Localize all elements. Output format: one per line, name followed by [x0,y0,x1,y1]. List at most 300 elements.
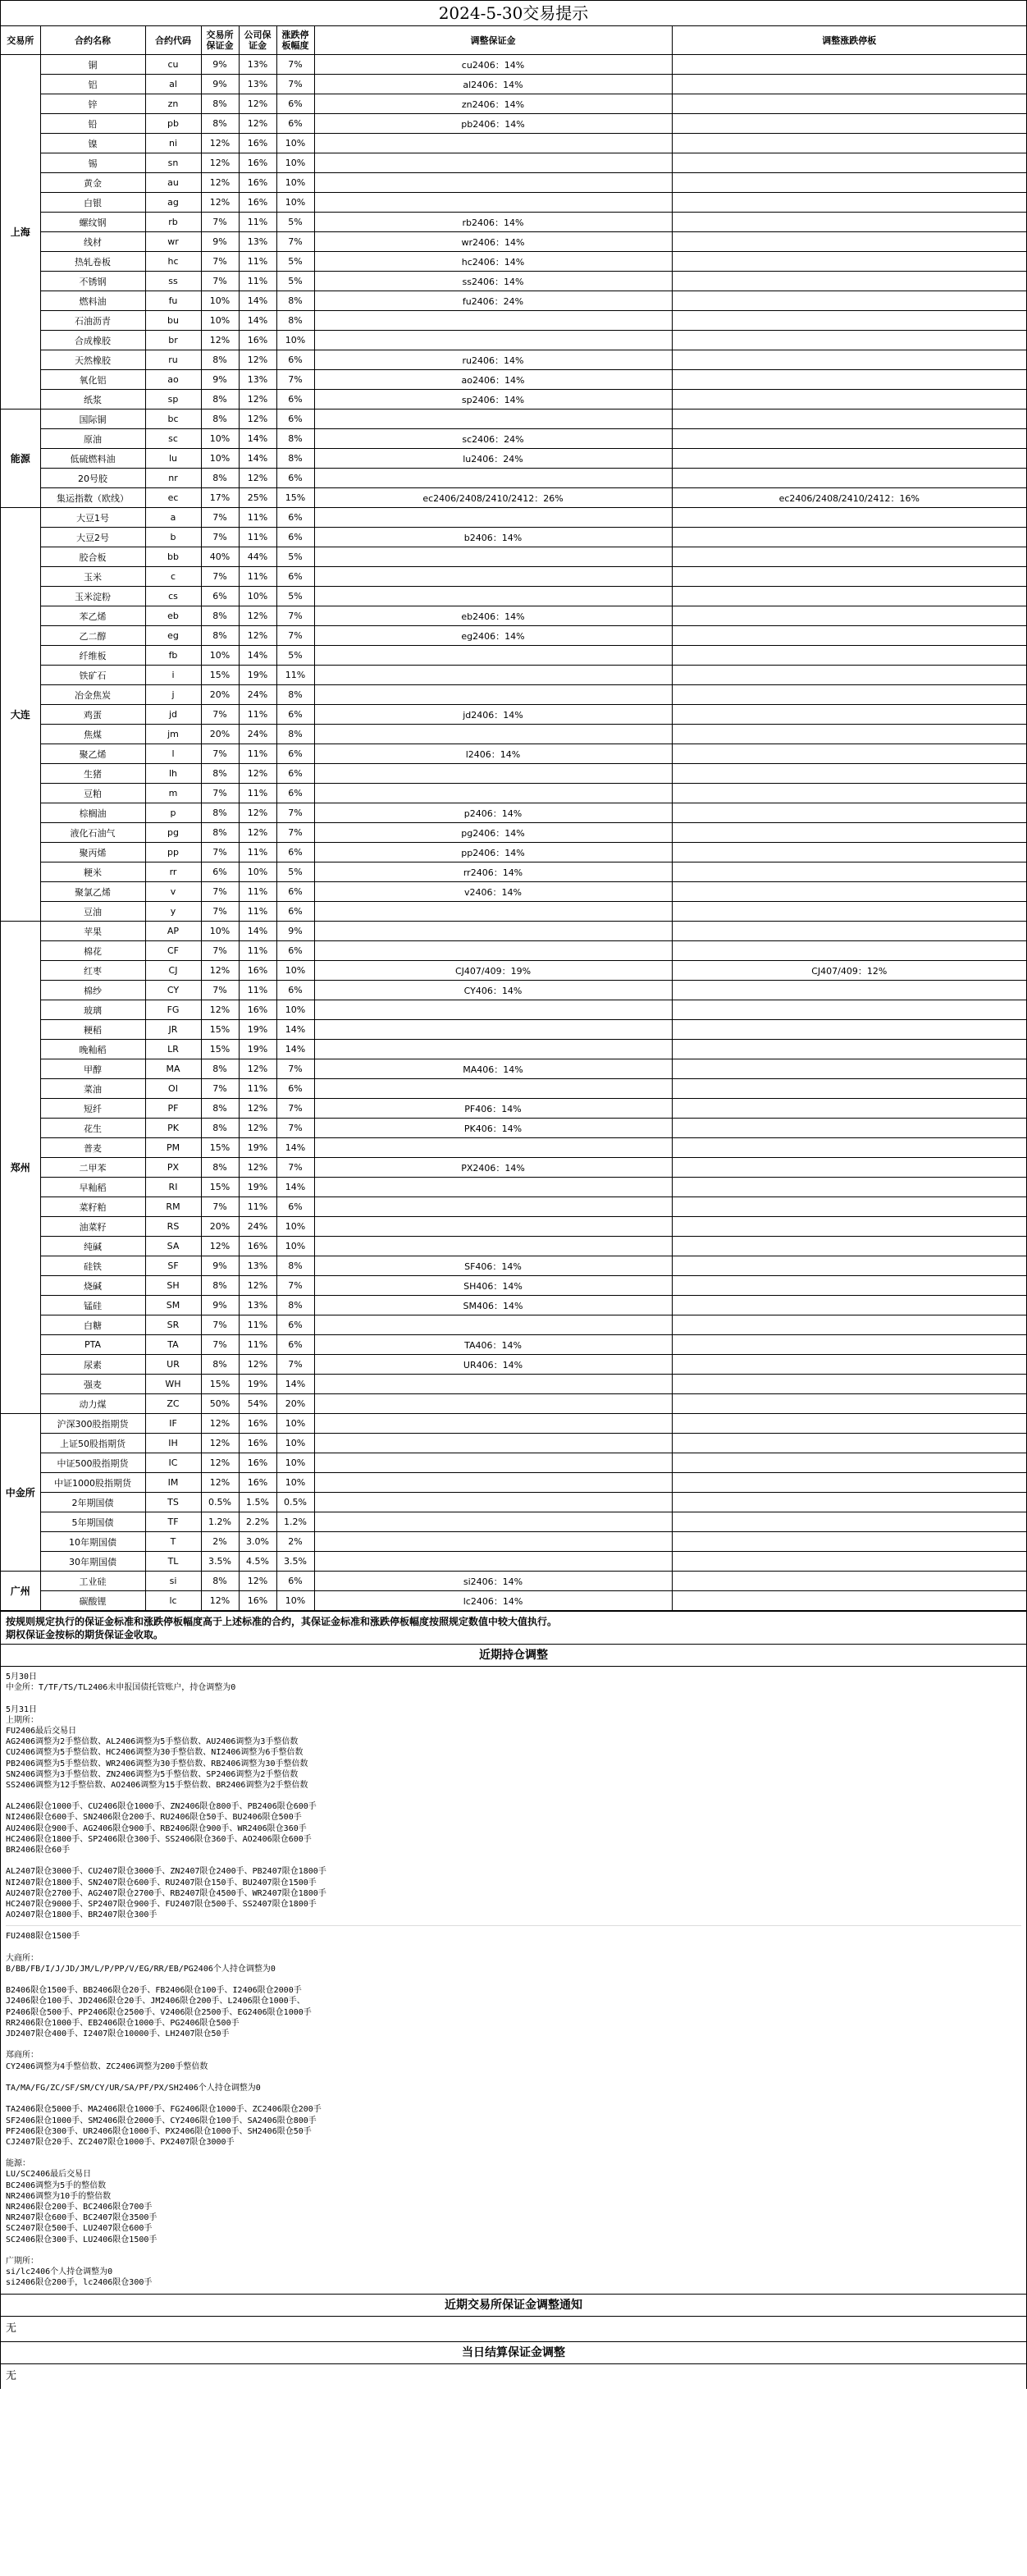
position-line: CY2406调整为4手整倍数、ZC2406调整为200手整倍数 [6,2061,208,2071]
exchange-cell: 大连 [1,508,40,922]
contract-name-cell: 大豆2号 [40,528,145,547]
exchange-margin-cell: 12% [201,331,239,350]
contract-name-cell: 早籼稻 [40,1178,145,1197]
adjusted-limit-cell [672,882,1026,902]
table-row [1,350,1026,370]
adjusted-margin-cell [314,508,672,528]
position-line: CU2406调整为5手整倍数、HC2406调整为30手整倍数、NI2406调整为6手整倍数 [6,1748,304,1758]
table-header-row [1,26,1026,55]
adjusted-limit-cell [672,1256,1026,1276]
exchange-cell: 能源 [1,410,40,508]
company-margin-cell: 16% [239,153,276,173]
contract-code-cell: br [145,331,201,350]
adjusted-margin-cell [314,410,672,429]
exchange-margin-cell: 7% [201,744,239,764]
position-line: FU2406最后交易日 [6,1726,77,1736]
exchange-margin-cell: 10% [201,291,239,311]
exchange-margin-cell: 8% [201,94,239,114]
position-line [6,1855,1021,1866]
adjusted-limit-cell [672,922,1026,941]
contract-code-cell: lh [145,764,201,784]
company-margin-cell: 16% [239,331,276,350]
contract-code-cell: SA [145,1237,201,1256]
rule-note-line: 期权保证金按标的期货保证金收取。 [6,1629,164,1640]
contract-name-cell: 棉花 [40,941,145,961]
contract-name-cell: 30年期国债 [40,1552,145,1572]
exchange-margin-cell: 7% [201,213,239,232]
limit-range-cell: 6% [276,705,314,725]
adjusted-limit-cell [672,803,1026,823]
position-line [6,1974,1021,1985]
company-margin-cell: 44% [239,547,276,567]
limit-range-cell: 10% [276,1217,314,1237]
adjusted-margin-cell: hc2406：14% [314,252,672,272]
adjusted-margin-cell [314,646,672,666]
table-row [1,1099,1026,1119]
company-margin-cell: 11% [239,784,276,803]
limit-range-cell: 9% [276,922,314,941]
limit-range-cell: 6% [276,882,314,902]
limit-range-cell: 7% [276,1099,314,1119]
table-row [1,744,1026,764]
page-title: 2024-5-30交易提示 [1,1,1026,26]
table-row [1,291,1026,311]
adjusted-limit-cell [672,1276,1026,1296]
contract-name-cell: 锌 [40,94,145,114]
adjusted-limit-cell [672,311,1026,331]
company-margin-cell: 13% [239,55,276,75]
exchange-margin-cell: 10% [201,311,239,331]
company-margin-cell: 24% [239,1217,276,1237]
position-section-title: 近期持仓调整 [1,1644,1026,1667]
contract-name-cell: 普麦 [40,1138,145,1158]
position-line: 广期所： [6,2256,39,2266]
adjusted-limit-cell [672,55,1026,75]
limit-range-cell: 8% [276,429,314,449]
adjusted-margin-cell: rb2406：14% [314,213,672,232]
adjusted-limit-cell [672,666,1026,685]
table-row [1,1375,1026,1394]
adjusted-margin-cell: CJ407/409：19% [314,961,672,981]
position-line: RR2406限仓1000手、EB2406限仓1000手、PG2406限仓500手 [6,2018,240,2028]
exchange-margin-cell: 7% [201,567,239,587]
exchange-margin-cell: 17% [201,488,239,508]
exchange-margin-cell: 8% [201,803,239,823]
limit-range-cell: 6% [276,744,314,764]
contract-code-cell: ec [145,488,201,508]
position-line: AL2407限仓3000手、CU2407限仓3000手、ZN2407限仓2400手、PB2407限仓1800手 [6,1867,326,1877]
header-adjusted-limit: 调整涨跌停板 [672,26,1026,55]
adjusted-limit-cell [672,1217,1026,1237]
contract-name-cell: 豆油 [40,902,145,922]
limit-range-cell: 7% [276,606,314,626]
company-margin-cell: 54% [239,1394,276,1414]
header-adjusted-margin: 调整保证金 [314,26,672,55]
adjusted-margin-cell [314,902,672,922]
adjusted-margin-cell [314,193,672,213]
company-margin-cell: 14% [239,646,276,666]
contract-code-cell: i [145,666,201,685]
exchange-margin-cell: 8% [201,1119,239,1138]
contract-code-cell: sc [145,429,201,449]
table-row [1,803,1026,823]
company-margin-cell: 12% [239,114,276,134]
limit-range-cell: 6% [276,1335,314,1355]
adjusted-limit-cell [672,1335,1026,1355]
adjusted-limit-cell [672,725,1026,744]
position-line: NI2407限仓1800手、SN2407限仓600手、RU2407限仓150手、BU2407限仓1500手 [6,1878,317,1887]
contract-name-cell: 铝 [40,75,145,94]
exchange-margin-cell: 7% [201,705,239,725]
contract-code-cell: WH [145,1375,201,1394]
position-line: BR2406限仓60手 [6,1846,71,1855]
table-row [1,1591,1026,1611]
contract-name-cell: 低硫燃料油 [40,449,145,469]
exchange-margin-cell: 9% [201,370,239,390]
table-row [1,685,1026,705]
header-contract-code: 合约代码 [145,26,201,55]
contract-code-cell: TL [145,1552,201,1572]
contract-code-cell: rr [145,862,201,882]
limit-range-cell: 8% [276,311,314,331]
table-row [1,1355,1026,1375]
company-margin-cell: 16% [239,1591,276,1611]
adjusted-limit-cell [672,1315,1026,1335]
table-row [1,1197,1026,1217]
table-row [1,311,1026,331]
limit-range-cell: 6% [276,567,314,587]
contract-name-cell: 聚丙烯 [40,843,145,862]
contract-code-cell: IH [145,1434,201,1453]
exchange-margin-cell: 7% [201,252,239,272]
contract-code-cell: l [145,744,201,764]
limit-range-cell: 6% [276,981,314,1000]
adjusted-margin-cell: zn2406：14% [314,94,672,114]
adjusted-margin-cell [314,764,672,784]
table-row [1,252,1026,272]
adjusted-margin-cell [314,547,672,567]
adjusted-margin-cell: cu2406：14% [314,55,672,75]
contract-code-cell: LR [145,1040,201,1059]
contract-code-cell: RM [145,1197,201,1217]
contract-code-cell: TF [145,1512,201,1532]
company-margin-cell: 12% [239,1276,276,1296]
exchange-margin-cell: 10% [201,646,239,666]
exchange-margin-cell: 7% [201,882,239,902]
limit-range-cell: 6% [276,94,314,114]
adjusted-limit-cell [672,1296,1026,1315]
contract-name-cell: 线材 [40,232,145,252]
table-row [1,1453,1026,1473]
adjusted-limit-cell [672,1355,1026,1375]
company-margin-cell: 16% [239,961,276,981]
adjusted-margin-cell: ss2406：14% [314,272,672,291]
adjusted-margin-cell: pg2406：14% [314,823,672,843]
contract-code-cell: m [145,784,201,803]
adjusted-limit-cell [672,94,1026,114]
adjusted-limit-cell [672,744,1026,764]
contract-name-cell: 纯碱 [40,1237,145,1256]
contract-name-cell: 铁矿石 [40,666,145,685]
position-line [6,2072,1021,2083]
position-line: 5月30日 [6,1672,38,1681]
adjusted-limit-cell [672,331,1026,350]
position-line: PF2406限仓300手、UR2406限仓1000手、PX2406限仓1000手、SH2406限仓50手 [6,2126,312,2136]
contract-name-cell: 上证50股指期货 [40,1434,145,1453]
contract-name-cell: 甲醇 [40,1059,145,1079]
limit-range-cell: 7% [276,1059,314,1079]
adjusted-limit-cell [672,1375,1026,1394]
adjusted-margin-cell: l2406：14% [314,744,672,764]
company-margin-cell: 11% [239,1197,276,1217]
contract-code-cell: b [145,528,201,547]
exchange-margin-cell: 12% [201,1000,239,1020]
company-margin-cell: 12% [239,1119,276,1138]
contract-code-cell: OI [145,1079,201,1099]
company-margin-cell: 24% [239,685,276,705]
contract-code-cell: SM [145,1296,201,1315]
exchange-margin-cell: 7% [201,981,239,1000]
table-row [1,75,1026,94]
adjusted-margin-cell [314,1473,672,1493]
contract-code-cell: bu [145,311,201,331]
table-row [1,961,1026,981]
limit-range-cell: 6% [276,1315,314,1335]
adjusted-margin-cell: UR406：14% [314,1355,672,1375]
exchange-margin-cell: 7% [201,272,239,291]
contract-name-cell: 铅 [40,114,145,134]
exchange-margin-cell: 15% [201,1040,239,1059]
adjusted-margin-cell: lc2406：14% [314,1591,672,1611]
contract-code-cell: bb [145,547,201,567]
adjusted-margin-cell: wr2406：14% [314,232,672,252]
adjusted-margin-cell [314,1217,672,1237]
table-row [1,606,1026,626]
limit-range-cell: 6% [276,350,314,370]
adjusted-limit-cell [672,429,1026,449]
contract-name-cell: 粳米 [40,862,145,882]
contract-code-cell: CF [145,941,201,961]
position-line: TA/MA/FG/ZC/SF/SM/CY/UR/SA/PF/PX/SH2406个人持仓调整为0 [6,2083,261,2093]
contract-code-cell: lu [145,449,201,469]
company-margin-cell: 16% [239,1414,276,1434]
company-margin-cell: 16% [239,1237,276,1256]
company-margin-cell: 13% [239,1296,276,1315]
position-line: HC2406限仓1800手、SP2406限仓300手、SS2406限仓360手、AO2406限仓600手 [6,1834,312,1844]
adjusted-limit-cell [672,469,1026,488]
adjusted-margin-cell [314,1237,672,1256]
adjusted-margin-cell: lu2406：24% [314,449,672,469]
adjusted-limit-cell [672,1040,1026,1059]
contract-name-cell: 大豆1号 [40,508,145,528]
contract-name-cell: 沪深300股指期货 [40,1414,145,1434]
company-margin-cell: 14% [239,291,276,311]
adjusted-limit-cell [672,1473,1026,1493]
adjusted-limit-cell [672,1414,1026,1434]
adjusted-margin-cell [314,173,672,193]
exchange-margin-cell: 8% [201,626,239,646]
limit-range-cell: 7% [276,823,314,843]
limit-range-cell: 10% [276,1414,314,1434]
contract-name-cell: 硅铁 [40,1256,145,1276]
adjusted-limit-cell [672,1572,1026,1591]
exchange-margin-cell: 7% [201,1315,239,1335]
limit-range-cell: 7% [276,75,314,94]
position-line: 5月31日 [6,1704,38,1714]
table-row [1,666,1026,685]
adjusted-margin-cell: fu2406：24% [314,291,672,311]
position-line: P2406限仓500手、PP2406限仓2500手、V2406限仓2500手、EG2406限仓1000手 [6,2007,312,2017]
contract-code-cell: ao [145,370,201,390]
exchange-margin-cell: 15% [201,1375,239,1394]
table-row [1,725,1026,744]
contract-code-cell: rb [145,213,201,232]
contract-name-cell: 玉米淀粉 [40,587,145,606]
contract-name-cell: 纸浆 [40,390,145,410]
exchange-margin-cell: 15% [201,1020,239,1040]
contract-name-cell: PTA [40,1335,145,1355]
contract-name-cell: 苹果 [40,922,145,941]
adjusted-limit-cell [672,134,1026,153]
table-row [1,1119,1026,1138]
company-margin-cell: 12% [239,1099,276,1119]
adjusted-margin-cell [314,134,672,153]
adjusted-margin-cell [314,1178,672,1197]
contract-name-cell: 花生 [40,1119,145,1138]
limit-range-cell: 10% [276,193,314,213]
contract-name-cell: 不锈钢 [40,272,145,291]
header-company-margin: 公司保证金 [239,26,276,55]
table-row [1,626,1026,646]
contract-code-cell: lc [145,1591,201,1611]
position-line: SS2406调整为12手整倍数、AO2406调整为15手整倍数、BR2406调整为2手整倍数 [6,1780,308,1790]
company-margin-cell: 25% [239,488,276,508]
contract-name-cell: 燃料油 [40,291,145,311]
contract-name-cell: 聚氯乙烯 [40,882,145,902]
contract-code-cell: c [145,567,201,587]
position-line: NR2407限仓600手、BC2407限仓3500手 [6,2213,157,2223]
adjusted-margin-cell [314,1040,672,1059]
limit-range-cell: 10% [276,961,314,981]
contract-name-cell: 油菜籽 [40,1217,145,1237]
adjusted-limit-cell [672,764,1026,784]
table-row [1,193,1026,213]
limit-range-cell: 11% [276,666,314,685]
exchange-margin-cell: 7% [201,1197,239,1217]
adjusted-limit-cell [672,587,1026,606]
contract-code-cell: p [145,803,201,823]
limit-range-cell: 6% [276,941,314,961]
exchange-margin-cell: 12% [201,1453,239,1473]
table-row [1,843,1026,862]
contract-name-cell: 锰硅 [40,1296,145,1315]
company-margin-cell: 13% [239,232,276,252]
adjusted-margin-cell [314,587,672,606]
adjusted-limit-cell [672,1512,1026,1532]
table-row [1,941,1026,961]
limit-range-cell: 10% [276,1473,314,1493]
company-margin-cell: 16% [239,134,276,153]
adjusted-limit-cell [672,75,1026,94]
company-margin-cell: 12% [239,410,276,429]
contract-name-cell: 5年期国债 [40,1512,145,1532]
table-row [1,1532,1026,1552]
exchange-margin-cell: 8% [201,606,239,626]
position-line [6,2039,1021,2050]
exchange-margin-cell: 6% [201,862,239,882]
adjusted-margin-cell [314,469,672,488]
table-row [1,1178,1026,1197]
exchange-margin-cell: 8% [201,1276,239,1296]
contract-name-cell: 冶金焦炭 [40,685,145,705]
adjusted-margin-cell: v2406：14% [314,882,672,902]
exchange-margin-cell: 8% [201,469,239,488]
company-margin-cell: 11% [239,902,276,922]
table-row [1,508,1026,528]
exchange-margin-cell: 8% [201,1355,239,1375]
contract-name-cell: 焦煤 [40,725,145,744]
exchange-margin-cell: 8% [201,823,239,843]
exchange-margin-cell: 8% [201,350,239,370]
adjusted-margin-cell: jd2406：14% [314,705,672,725]
exchange-margin-cell: 12% [201,153,239,173]
exchange-margin-cell: 12% [201,193,239,213]
adjusted-limit-cell [672,528,1026,547]
exchange-margin-cell: 10% [201,449,239,469]
company-margin-cell: 10% [239,587,276,606]
contract-code-cell: pp [145,843,201,862]
adjusted-limit-cell [672,1158,1026,1178]
adjusted-margin-cell: SM406：14% [314,1296,672,1315]
limit-range-cell: 6% [276,784,314,803]
contract-code-cell: au [145,173,201,193]
table-row [1,469,1026,488]
company-margin-cell: 12% [239,803,276,823]
adjusted-margin-cell: b2406：14% [314,528,672,547]
company-margin-cell: 2.2% [239,1512,276,1532]
adjusted-limit-cell [672,1138,1026,1158]
contract-name-cell: 氧化铝 [40,370,145,390]
table-row [1,1256,1026,1276]
margin-table [1,26,1026,1611]
exchange-margin-cell: 8% [201,114,239,134]
adjusted-margin-cell [314,1079,672,1099]
adjusted-margin-cell [314,1197,672,1217]
contract-code-cell: PF [145,1099,201,1119]
exchange-margin-cell: 7% [201,902,239,922]
company-margin-cell: 12% [239,764,276,784]
adjusted-margin-cell [314,1020,672,1040]
limit-range-cell: 6% [276,1572,314,1591]
position-line: JD2407限仓400手、I2407限仓10000手、LH2407限仓50手 [6,2029,230,2038]
company-margin-cell: 12% [239,350,276,370]
company-margin-cell: 12% [239,1059,276,1079]
adjusted-margin-cell: PX2406：14% [314,1158,672,1178]
contract-name-cell: 2年期国债 [40,1493,145,1512]
limit-range-cell: 5% [276,547,314,567]
contract-code-cell: TA [145,1335,201,1355]
limit-range-cell: 7% [276,370,314,390]
exchange-margin-cell: 50% [201,1394,239,1414]
adjusted-margin-cell: TA406：14% [314,1335,672,1355]
limit-range-cell: 5% [276,646,314,666]
contract-name-cell: 纤维板 [40,646,145,666]
table-row [1,1079,1026,1099]
exchange-margin-cell: 7% [201,1335,239,1355]
adjusted-limit-cell [672,1493,1026,1512]
adjusted-limit-cell [672,705,1026,725]
recent-margin-value: 无 [6,2322,17,2335]
